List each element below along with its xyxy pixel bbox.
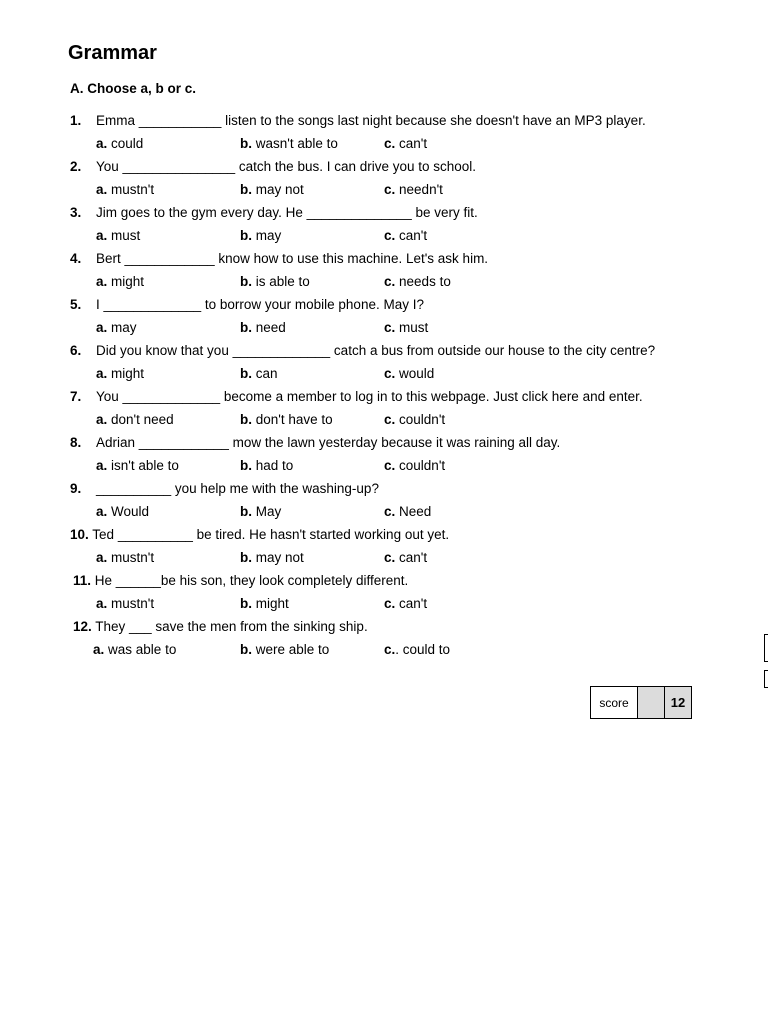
question-list — [0, 109, 768, 661]
question-5 — [0, 293, 768, 316]
option-b[interactable]: b. need — [240, 320, 286, 335]
option-b[interactable]: b. May — [240, 504, 282, 519]
question-10 — [0, 523, 768, 546]
option-a[interactable]: a. Would — [96, 504, 150, 519]
question-number: 9. — [70, 481, 82, 496]
question-text: He ______be his son, they look completely different. — [94, 573, 409, 588]
question-1 — [0, 109, 768, 132]
question-number: 10. — [70, 527, 89, 542]
score-box — [590, 686, 692, 719]
option-a[interactable]: a. could — [96, 136, 144, 151]
option-b[interactable]: b. may — [240, 228, 282, 243]
question-3 — [0, 201, 768, 224]
question-text: Adrian ____________ mow the lawn yesterday because it was raining all day. — [96, 435, 561, 450]
option-c[interactable]: c. can't — [384, 550, 428, 565]
option-a[interactable]: a. must — [96, 228, 141, 243]
option-a[interactable]: a. mustn't — [96, 182, 155, 197]
score-label: score — [591, 687, 638, 718]
question-text: Bert ____________ know how to use this machine. Let's ask him. — [96, 251, 489, 266]
question-number: 1. — [70, 113, 82, 128]
question-11 — [0, 569, 768, 592]
option-c[interactable]: c.. could to — [384, 642, 451, 657]
option-b[interactable]: b. wasn't able to — [240, 136, 338, 151]
option-c[interactable]: c. Need — [384, 504, 432, 519]
question-6 — [0, 339, 768, 362]
option-a[interactable]: a. may — [96, 320, 137, 335]
question-text: Ted __________ be tired. He hasn't started working out yet. — [92, 527, 450, 542]
question-2 — [0, 155, 768, 178]
options-row — [0, 454, 768, 477]
option-c[interactable]: c. needs to — [384, 274, 451, 289]
option-a[interactable]: a. mustn't — [96, 550, 155, 565]
option-a[interactable]: a. mustn't — [96, 596, 155, 611]
question-number: 7. — [70, 389, 82, 404]
option-c[interactable]: c. can't — [384, 596, 428, 611]
question-text: __________ you help me with the washing-up? — [96, 481, 379, 496]
option-c[interactable]: c. couldn't — [384, 458, 446, 473]
option-c[interactable]: c. needn't — [384, 182, 443, 197]
option-a[interactable]: a. might — [96, 274, 145, 289]
page-title: Grammar — [68, 42, 157, 64]
question-number: 4. — [70, 251, 82, 266]
option-a[interactable]: a. was able to — [93, 642, 177, 657]
question-number: 6. — [70, 343, 82, 358]
option-b[interactable]: b. may not — [240, 182, 304, 197]
question-number: 5. — [70, 297, 82, 312]
question-text: I _____________ to borrow your mobile phone. May I? — [96, 297, 424, 312]
options-row — [0, 132, 768, 155]
page-edge-mark — [764, 634, 768, 662]
options-row — [0, 638, 768, 661]
question-text: They ___ save the men from the sinking ship. — [95, 619, 368, 634]
options-row — [0, 178, 768, 201]
option-c[interactable]: c. can't — [384, 228, 428, 243]
option-a[interactable]: a. isn't able to — [96, 458, 179, 473]
question-4 — [0, 247, 768, 270]
option-b[interactable]: b. may not — [240, 550, 304, 565]
section-instruction: A. Choose a, b or c. — [70, 81, 197, 96]
question-12 — [0, 615, 768, 638]
question-text: Emma ___________ listen to the songs last night because she doesn't have an MP3 player. — [96, 113, 646, 128]
score-total: 12 — [665, 687, 691, 718]
question-number: 3. — [70, 205, 82, 220]
options-row — [0, 546, 768, 569]
question-number: 11. — [73, 573, 92, 588]
option-b[interactable]: b. is able to — [240, 274, 310, 289]
options-row — [0, 408, 768, 431]
question-number: 12. — [73, 619, 92, 634]
page-edge-mark — [764, 670, 768, 688]
question-text: Jim goes to the gym every day. He ______________ be very fit. — [96, 205, 478, 220]
score-input[interactable] — [638, 687, 665, 718]
question-7 — [0, 385, 768, 408]
option-a[interactable]: a. might — [96, 366, 145, 381]
options-row — [0, 362, 768, 385]
option-b[interactable]: b. can — [240, 366, 278, 381]
option-b[interactable]: b. might — [240, 596, 289, 611]
question-text: You _____________ become a member to log in to this webpage. Just click here and enter. — [96, 389, 643, 404]
options-row — [0, 316, 768, 339]
options-row — [0, 270, 768, 293]
options-row — [0, 592, 768, 615]
question-8 — [0, 431, 768, 454]
option-c[interactable]: c. must — [384, 320, 429, 335]
question-text: You _______________ catch the bus. I can drive you to school. — [96, 159, 477, 174]
question-9 — [0, 477, 768, 500]
option-c[interactable]: c. couldn't — [384, 412, 446, 427]
option-b[interactable]: b. had to — [240, 458, 294, 473]
option-b[interactable]: b. were able to — [240, 642, 330, 657]
question-number: 2. — [70, 159, 82, 174]
option-c[interactable]: c. would — [384, 366, 435, 381]
question-number: 8. — [70, 435, 82, 450]
option-b[interactable]: b. don't have to — [240, 412, 333, 427]
option-a[interactable]: a. don't need — [96, 412, 174, 427]
options-row — [0, 500, 768, 523]
option-c[interactable]: c. can't — [384, 136, 428, 151]
question-text: Did you know that you _____________ catch a bus from outside our house to the city centre? — [96, 343, 656, 358]
options-row — [0, 224, 768, 247]
